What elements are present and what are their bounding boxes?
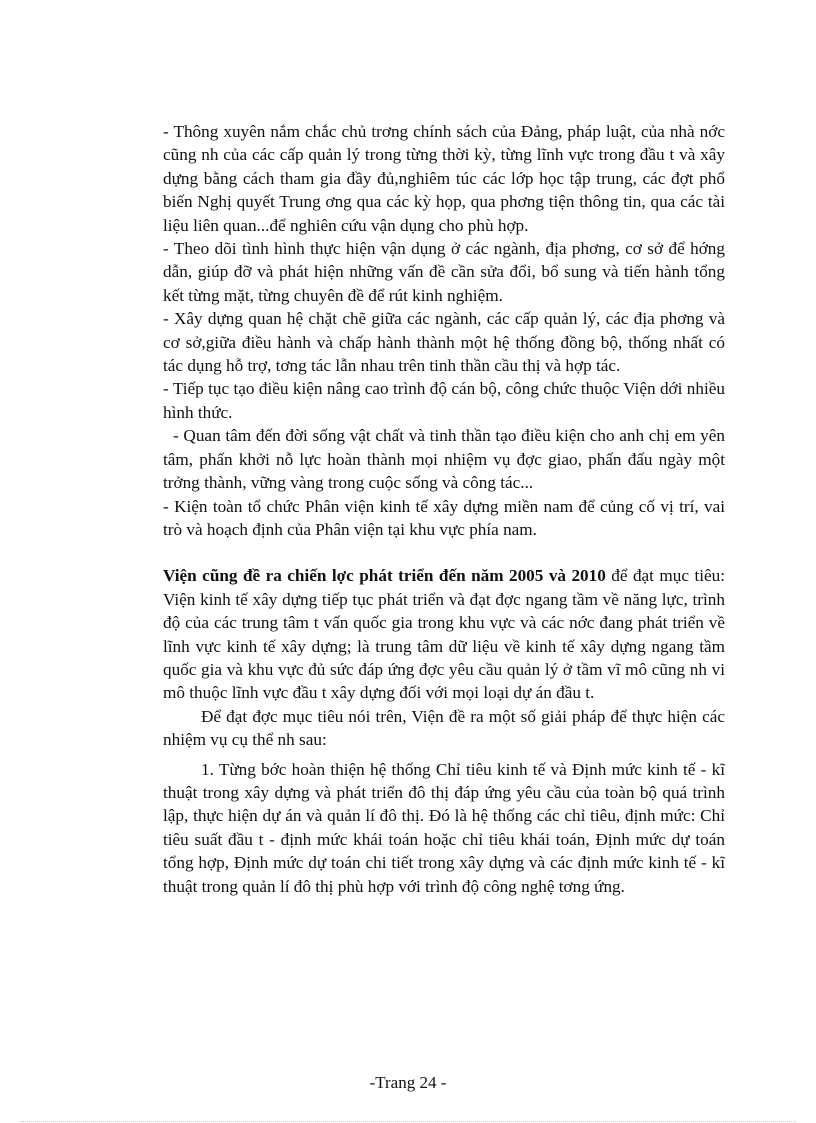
strategy-bold-lead: Viện cũng đề ra chiến lợc phát triển đến năm 2005 và 2010 (163, 566, 606, 586)
bullet-paragraph: - Tiếp tục tạo điều kiện nâng cao trình độ cán bộ, công chức thuộc Viện dới nhiều hình thức. (163, 379, 725, 422)
page-border-divider (20, 1121, 796, 1122)
strategy-paragraph (163, 564, 725, 704)
bullet-paragraph: - Quan tâm đến đời sống vật chất và tinh thần tạo điều kiện cho anh chị em yên tâm, phấn khởi nỗ lực hoàn thành mọi nhiệm vụ đợc giao, phấn đấu ngày một trởng thành, vững vàng trong cuộc sống và công tác... (163, 426, 725, 493)
bullet-paragraph: - Thông xuyên nắm chắc chủ trơng chính sách của Đảng, pháp luật, của nhà nớc cũng nh của các cấp quản lý trong từng thời kỳ, từng lĩnh vực trong đầu t và xây dựng bằng cách tham gia đầy đủ,nghiêm túc các lớp học tập trung, các đợt phổ biến Nghị quyết Trung ơng qua các kỳ họp, qua phơng tiện thông tin, qua các tài liệu liên quan...để nghiên cứu vận dụng cho phù hợp. (163, 122, 725, 235)
solution-item-1: 1. Từng bớc hoàn thiện hệ thống Chỉ tiêu kinh tế và Định mức kinh tế - kĩ thuật trong xây dựng và phát triển đô thị đáp ứng yêu cầu của toàn bộ quá trình lập, thực hiện dự án và quản lí đô thị. Đó là hệ thống các chỉ tiêu, định mức: Chỉ tiêu suất đầu t - định mức khái toán hoặc chỉ tiêu khái toán, Định mức dự toán tổng hợp, Định mức dự toán chi tiết trong xây dựng và các định mức kinh tế - kĩ thuật trong quản lí đô thị phù hợp với trình độ công nghệ tơng ứng. (163, 759, 725, 896)
bullet-paragraph: - Theo dõi tình hình thực hiện vận dụng ở các ngành, địa phơng, cơ sở để hớng dẫn, giúp đỡ và phát hiện những vấn đề cần sửa đổi, bổ sung và tiến hành tổng kết từng mặt, từng chuyên đề để rút kinh nghiệm. (163, 239, 725, 305)
strategy-text: để đạt mục tiêu: Viện kinh tế xây dựng tiếp tục phát triển và đạt đợc ngang tầm về năng lực, trình độ của các trung tâm t vấn quốc gia trong khu vực và các nớc đang phát triển về lĩnh vực kinh tế xây dựng; là trung tâm dữ liệu về kinh tế xây dựng ngang tầm quốc gia và khu vực đủ sức đáp ứng đợc yêu cầu quản lý ở tầm vĩ mô cũng nh vi mô thuộc lĩnh vực đầu t xây dựng đối với mọi loại dự án đầu t. (163, 566, 725, 703)
bullet-paragraph: - Xây dựng quan hệ chặt chẽ giữa các ngành, các cấp quản lý, các địa phơng và cơ sở,giữa điều hành và chấp hành thành một hệ thống đồng bộ, thống nhất có tác dụng hỗ trợ, tơng tác lẫn nhau trên tinh thần cầu thị và hợp tác. (163, 309, 725, 376)
page-number: -Trang 24 - (369, 1073, 447, 1092)
solutions-intro: Để đạt đợc mục tiêu nói trên, Viện đề ra một số giải pháp để thực hiện các nhiệm vụ cụ thể nh sau: (163, 706, 725, 750)
body-text (163, 120, 725, 898)
bullet-paragraph: - Kiện toàn tổ chức Phân viện kinh tế xây dựng miền nam để củng cố vị trí, vai trò và hoạch định của Phân viện tại khu vực phía nam. (163, 496, 725, 539)
